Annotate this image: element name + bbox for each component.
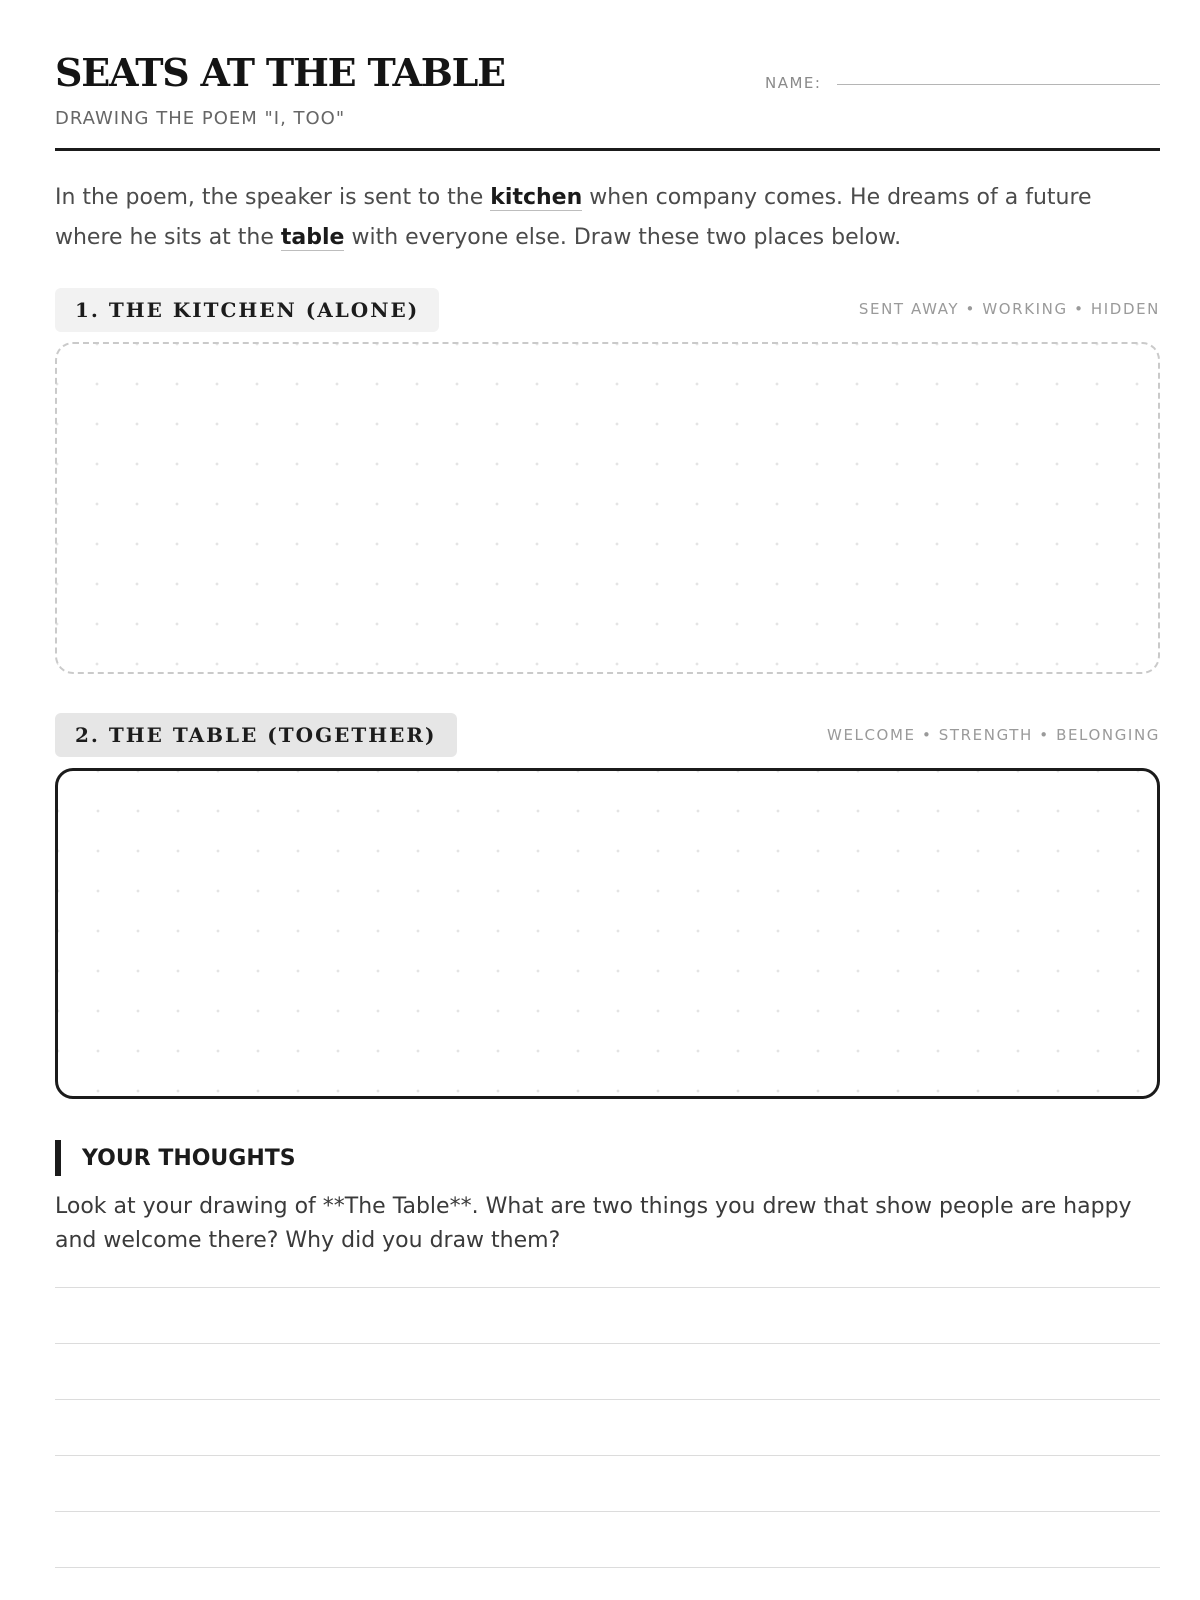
header-divider: [55, 148, 1160, 151]
thoughts-heading: YOUR THOUGHTS: [55, 1140, 296, 1176]
section-kitchen-tags: SENT AWAY • WORKING • HIDDEN: [858, 300, 1160, 318]
name-label: NAME:: [765, 74, 822, 92]
page-subtitle: DRAWING THE POEM "I, TOO": [55, 108, 346, 129]
intro-keyword-kitchen: kitchen: [490, 185, 583, 210]
answer-line[interactable]: [55, 1343, 1160, 1344]
worksheet-page: [55, 0, 1160, 1600]
intro-paragraph: [55, 178, 1160, 258]
thoughts-prompt: Look at your drawing of **The Table**. What are two things you drew that show people are happy and welcome there? Why did you draw them?: [55, 1194, 1132, 1253]
section-table-tags: WELCOME • STRENGTH • BELONGING: [827, 726, 1160, 744]
intro-text-1: In the poem, the speaker is sent to the: [55, 185, 491, 210]
name-field-line[interactable]: [837, 84, 1160, 85]
table-drawing-area[interactable]: [55, 768, 1160, 1099]
answer-line[interactable]: [55, 1455, 1160, 1456]
page-title: SEATS AT THE TABLE: [55, 50, 505, 95]
section-table-title: 2. THE TABLE (TOGETHER): [55, 713, 457, 757]
answer-line[interactable]: [55, 1567, 1160, 1568]
intro-text-2: when company comes. He dreams of a future where he sits at the: [55, 185, 1092, 250]
answer-line[interactable]: [55, 1511, 1160, 1512]
intro-keyword-table: table: [280, 225, 345, 250]
section-kitchen-title: 1. THE KITCHEN (ALONE): [55, 288, 439, 332]
worksheet-header: [55, 50, 1160, 150]
kitchen-drawing-area[interactable]: [55, 342, 1160, 674]
intro-text-3: with everyone else. Draw these two places below.: [344, 225, 902, 250]
answer-line[interactable]: [55, 1287, 1160, 1288]
answer-line[interactable]: [55, 1399, 1160, 1400]
